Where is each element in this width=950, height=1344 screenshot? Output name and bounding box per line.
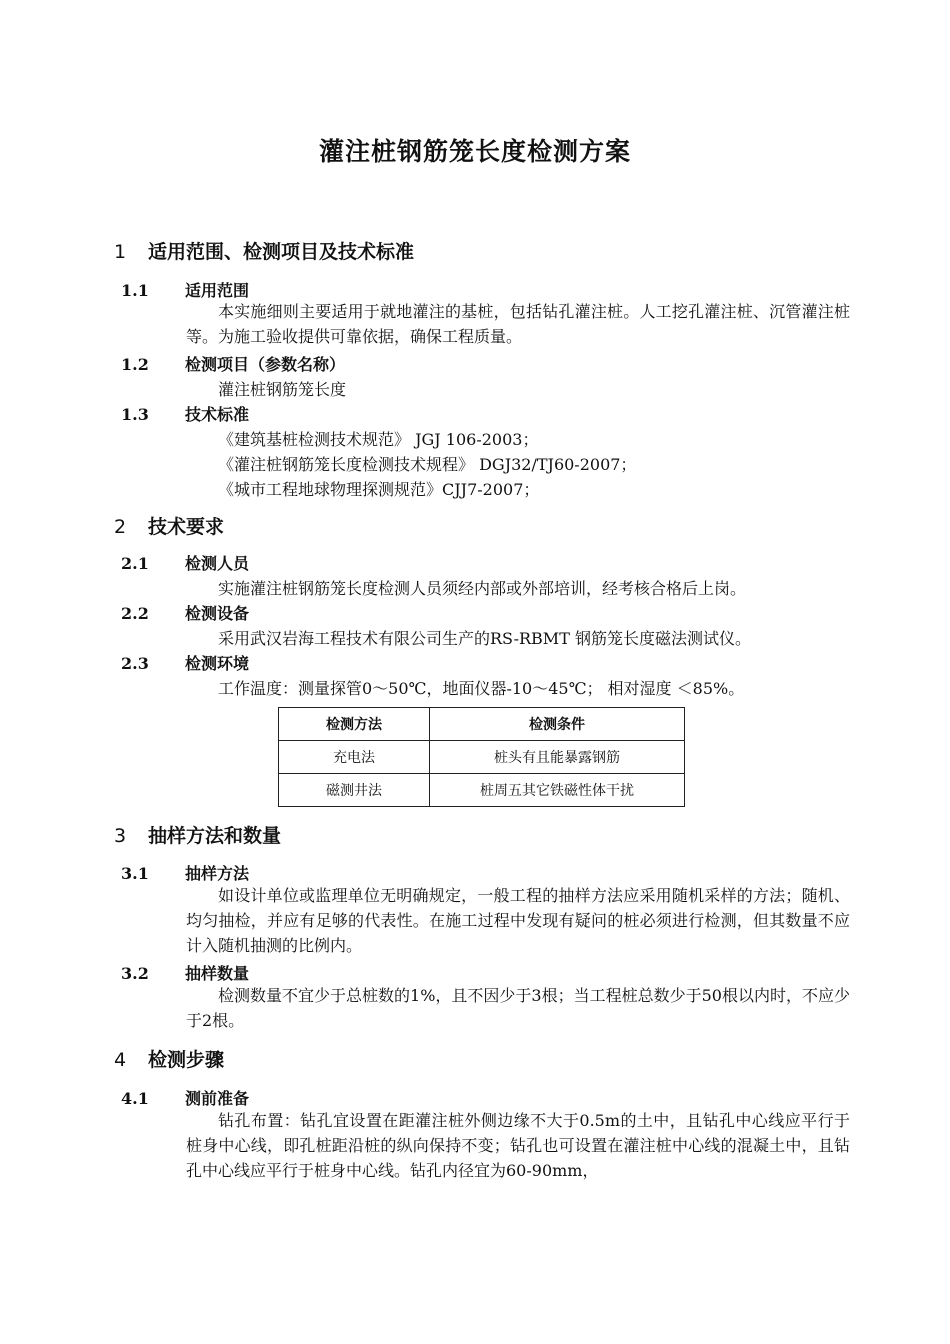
subsection-number: 2.2 <box>121 604 149 623</box>
section-title: 抽样方法和数量 <box>148 825 282 847</box>
subsection-title: 检测设备 <box>185 604 250 623</box>
text-line: 灌注桩钢筋笼长度 <box>218 380 347 399</box>
page-title: 灌注桩钢筋笼长度检测方案 <box>318 137 631 166</box>
text-line: 工作温度：测量探管0～50℃，地面仪器-10～45℃； 相对湿度 ＜85%。 <box>218 679 745 698</box>
section-number: 2 <box>114 516 127 538</box>
subsection-number: 3.2 <box>121 964 149 983</box>
table-cell: 桩头有且能暴露钢筋 <box>430 741 685 774</box>
paragraph-sampling-quantity: 检测数量不宜少于总桩数的1%，且不因少于3根；当工程桩总数少于50根以内时，不应少于2根。 <box>186 986 850 1030</box>
subsection-number: 1.1 <box>121 281 149 300</box>
table-row <box>279 741 685 774</box>
standard-line: 《灌注桩钢筋笼长度检测技术规程》 DGJ32/TJ60-2007； <box>218 455 637 474</box>
table-header-row <box>279 708 685 741</box>
subsection-number: 4.1 <box>121 1089 149 1108</box>
subsection-number: 2.1 <box>121 554 149 573</box>
section-3-heading <box>114 821 281 848</box>
section-number: 4 <box>114 1049 127 1071</box>
table-header-cell: 检测条件 <box>430 708 685 741</box>
subsection-title: 技术标准 <box>185 405 250 424</box>
table-header-cell: 检测方法 <box>279 708 430 741</box>
paragraph-scope: 本实施细则主要适用于就地灌注的基桩，包括钻孔灌注桩。人工挖孔灌注桩、沉管灌注桩等。为施工验收提供可靠依据，确保工程质量。 <box>186 302 850 346</box>
subsection-title: 抽样数量 <box>185 964 250 983</box>
table-row <box>279 774 685 807</box>
text-line: 采用武汉岩海工程技术有限公司生产的RS-RBMT 钢筋笼长度磁法测试仪。 <box>218 629 751 648</box>
table-cell: 桩周五其它铁磁性体干扰 <box>430 774 685 807</box>
subsection-1-1-heading <box>121 278 249 301</box>
subsection-title: 抽样方法 <box>185 864 250 883</box>
subsection-number: 1.3 <box>121 405 149 424</box>
subsection-1-2-heading <box>121 352 345 375</box>
subsection-2-3-heading <box>121 651 249 674</box>
section-2-heading <box>114 512 224 539</box>
subsection-title: 适用范围 <box>185 281 250 300</box>
table-cell: 磁测井法 <box>279 774 430 807</box>
subsection-title: 测前准备 <box>185 1089 250 1108</box>
subsection-title: 检测项目（参数名称） <box>185 355 346 374</box>
subsection-number: 3.1 <box>121 864 149 883</box>
paragraph-preparation: 钻孔布置：钻孔宜设置在距灌注桩外侧边缘不大于0.5m的土中，且钻孔中心线应平行于桩身中心线，即孔桩距沿桩的纵向保持不变；钻孔也可设置在灌注桩中心线的混凝土中，且钻孔中心线应平行于桩身中心线。钻孔内径宜为60-90mm， <box>186 1111 850 1180</box>
subsection-2-2-heading <box>121 601 249 624</box>
standard-line: 《城市工程地球物理探测规范》CJJ7-2007； <box>218 480 540 499</box>
subsection-number: 2.3 <box>121 654 149 673</box>
section-title: 技术要求 <box>148 516 225 538</box>
section-title: 适用范围、检测项目及技术标准 <box>148 241 415 263</box>
standard-line: 《建筑基桩检测技术规范》 JGJ 106-2003； <box>218 430 539 449</box>
table-cell: 充电法 <box>279 741 430 774</box>
subsection-title: 检测人员 <box>185 554 250 573</box>
section-title: 检测步骤 <box>148 1049 225 1071</box>
subsection-2-1-heading <box>121 551 249 574</box>
section-number: 3 <box>114 825 127 847</box>
subsection-4-1-heading <box>121 1086 249 1109</box>
subsection-title: 检测环境 <box>185 654 250 673</box>
subsection-3-1-heading <box>121 861 249 884</box>
subsection-number: 1.2 <box>121 355 149 374</box>
subsection-3-2-heading <box>121 961 249 984</box>
subsection-1-3-heading <box>121 402 249 425</box>
text-line: 实施灌注桩钢筋笼长度检测人员须经内部或外部培训，经考核合格后上岗。 <box>218 579 747 598</box>
section-1-heading <box>114 237 414 264</box>
paragraph-sampling-method: 如设计单位或监理单位无明确规定，一般工程的抽样方法应采用随机采样的方法；随机、均匀抽检，并应有足够的代表性。在施工过程中发现有疑问的桩必须进行检测，但其数量不应计入随机抽测的比例内。 <box>186 886 850 955</box>
detection-method-table <box>278 707 685 807</box>
section-number: 1 <box>114 241 127 263</box>
section-4-heading <box>114 1045 224 1072</box>
